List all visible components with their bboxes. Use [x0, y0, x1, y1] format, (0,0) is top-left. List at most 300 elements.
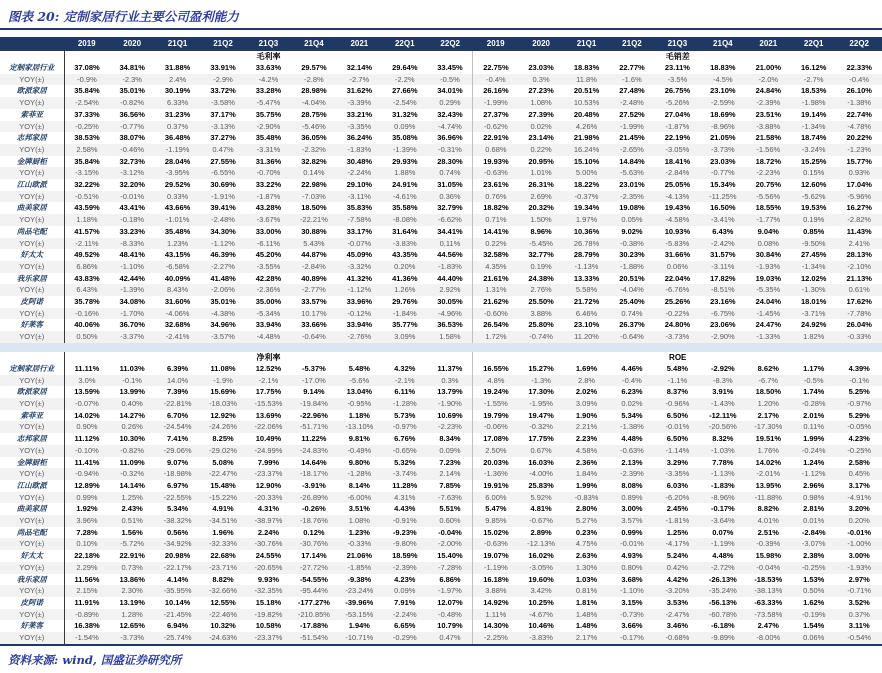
yoy-value-cell: -2.7% — [337, 74, 382, 86]
value-cell: 3.00% — [609, 503, 654, 515]
value-cell: 37.27% — [200, 132, 245, 144]
company-row — [0, 109, 882, 121]
yoy-value-cell: -1.38% — [609, 421, 654, 433]
yoy-value-cell: -0.25% — [64, 121, 109, 133]
value-cell: 1.48% — [564, 620, 609, 632]
value-cell: 13.95% — [746, 480, 791, 492]
yoy-value-cell: 0.22% — [518, 144, 563, 156]
value-cell: 6.43% — [700, 226, 745, 238]
value-cell: 4.14% — [155, 574, 200, 586]
value-cell: -9.23% — [382, 527, 427, 539]
value-cell: 8.62% — [746, 363, 791, 375]
yoy-value-cell: -3.20% — [655, 585, 700, 597]
value-cell: 11.11% — [64, 363, 109, 375]
yoy-value-cell: -0.29% — [382, 632, 427, 644]
yoy-value-cell: -20.56% — [700, 421, 745, 433]
value-cell: 11.43% — [836, 226, 882, 238]
yoy-value-cell: -17.0% — [291, 375, 336, 387]
value-cell: 18.50% — [746, 386, 791, 398]
yoy-value-cell: 0.26% — [109, 421, 154, 433]
metric-label-spacer — [0, 51, 64, 62]
value-cell: 19.60% — [518, 574, 563, 586]
yoy-value-cell: -5.26% — [655, 97, 700, 109]
value-cell: 20.03% — [473, 457, 518, 469]
yoy-value-cell: -3.12% — [109, 167, 154, 179]
yoy-value-cell: 2.17% — [564, 632, 609, 644]
company-row — [0, 202, 882, 214]
company-row — [0, 296, 882, 308]
yoy-value-cell: -0.54% — [836, 632, 882, 644]
value-cell: 6.39% — [155, 363, 200, 375]
yoy-value-cell: -23.37% — [246, 468, 291, 480]
yoy-value-cell: -3.11% — [700, 261, 745, 273]
yoy-value-cell: -6.7% — [746, 375, 791, 387]
value-cell: 3.66% — [609, 620, 654, 632]
value-cell: 24.47% — [746, 319, 791, 331]
value-cell: 3.51% — [337, 503, 382, 515]
yoy-value-cell: -3.37% — [109, 331, 154, 343]
value-cell: 23.01% — [609, 179, 654, 191]
value-cell: 9.81% — [337, 433, 382, 445]
value-cell: -3.91% — [291, 480, 336, 492]
value-cell: 1.99% — [564, 480, 609, 492]
yoy-value-cell: -0.68% — [655, 632, 700, 644]
value-cell: 15.98% — [746, 550, 791, 562]
value-cell: 5.34% — [609, 410, 654, 422]
value-cell: 32.73% — [109, 156, 154, 168]
value-cell: 29.76% — [382, 296, 427, 308]
value-cell: 22.98% — [291, 179, 336, 191]
yoy-value-cell: -1.56% — [746, 144, 791, 156]
yoy-value-cell: -2.32% — [291, 144, 336, 156]
value-cell: 5.48% — [337, 363, 382, 375]
yoy-value-cell: 8.43% — [155, 284, 200, 296]
value-cell: 2.63% — [564, 550, 609, 562]
value-cell: 7.28% — [64, 527, 109, 539]
yoy-value-cell: 0.09% — [382, 121, 427, 133]
company-name-cell: 江山欧派 — [0, 179, 64, 191]
value-cell: 33.21% — [337, 109, 382, 121]
value-cell: 15.48% — [200, 480, 245, 492]
yoy-value-cell: -2.84% — [291, 261, 336, 273]
value-cell: 20.48% — [564, 109, 609, 121]
yoy-value-cell: -8.51% — [700, 284, 745, 296]
yoy-value-cell: -15.22% — [200, 492, 245, 504]
value-cell: 43.28% — [246, 202, 291, 214]
corner-cell — [0, 37, 64, 51]
value-cell: 34.41% — [428, 226, 473, 238]
value-cell: 22.04% — [655, 273, 700, 285]
yoy-value-cell: -0.28% — [791, 398, 836, 410]
value-cell: 27.37% — [473, 109, 518, 121]
company-name-cell: 尚品宅配 — [0, 527, 64, 539]
year-header-cell: 22Q1 — [382, 37, 427, 51]
yoy-label-cell: YOY(±) — [0, 445, 64, 457]
yoy-value-cell: 1.76% — [746, 445, 791, 457]
value-cell: 13.99% — [109, 386, 154, 398]
value-cell: 22.75% — [473, 62, 518, 74]
yoy-value-cell: -2.7% — [791, 74, 836, 86]
yoy-value-cell: 0.22% — [473, 238, 518, 250]
yoy-value-cell: -30.76% — [246, 538, 291, 550]
value-cell: 2.97% — [836, 574, 882, 586]
yoy-row — [0, 74, 882, 86]
yoy-value-cell: -2.10% — [836, 261, 882, 273]
yoy-value-cell: -1.30% — [791, 284, 836, 296]
yoy-value-cell: -1.12% — [200, 238, 245, 250]
year-header-cell: 21Q3 — [246, 37, 291, 51]
yoy-value-cell: -4.17% — [655, 538, 700, 550]
table-body — [0, 37, 882, 644]
yoy-value-cell: -2.65% — [609, 144, 654, 156]
value-cell: 19.43% — [655, 202, 700, 214]
value-cell: 11.56% — [64, 574, 109, 586]
yoy-value-cell: -1.33% — [746, 331, 791, 343]
value-cell: 26.75% — [655, 85, 700, 97]
value-cell: 10.93% — [655, 226, 700, 238]
yoy-value-cell: 0.3% — [518, 74, 563, 86]
value-cell: 30.23% — [609, 249, 654, 261]
yoy-value-cell: -3.35% — [337, 121, 382, 133]
company-name-cell: 我乐家居 — [0, 273, 64, 285]
yoy-value-cell: -2.11% — [64, 238, 109, 250]
yoy-value-cell: -0.32% — [518, 421, 563, 433]
value-cell: 12.92% — [200, 410, 245, 422]
yoy-value-cell: -22.21% — [291, 214, 336, 226]
yoy-value-cell: -0.24% — [791, 445, 836, 457]
value-cell: 29.52% — [155, 179, 200, 191]
yoy-value-cell: 3.0% — [64, 375, 109, 387]
yoy-value-cell: -0.4% — [473, 74, 518, 86]
yoy-value-cell: 0.93% — [836, 167, 882, 179]
value-cell: 1.24% — [791, 457, 836, 469]
value-cell: 18.01% — [791, 296, 836, 308]
year-header-cell: 22Q1 — [791, 37, 836, 51]
yoy-value-cell: -0.51% — [64, 191, 109, 203]
yoy-value-cell: -21.45% — [155, 609, 200, 621]
value-cell: 15.40% — [428, 550, 473, 562]
value-cell: 26.16% — [473, 85, 518, 97]
yoy-value-cell: -4.04% — [291, 97, 336, 109]
value-cell: 8.96% — [518, 226, 563, 238]
value-cell: 1.17% — [791, 363, 836, 375]
company-row — [0, 574, 882, 586]
value-cell: 37.08% — [64, 62, 109, 74]
yoy-value-cell: -8.33% — [109, 238, 154, 250]
value-cell: 23.14% — [518, 132, 563, 144]
value-cell: 19.53% — [791, 202, 836, 214]
yoy-value-cell: -2.36% — [246, 284, 291, 296]
company-name-cell: 皮阿诺 — [0, 296, 64, 308]
value-cell: 43.15% — [155, 249, 200, 261]
value-cell: 9.02% — [609, 226, 654, 238]
value-cell: 18.53% — [791, 85, 836, 97]
yoy-value-cell: -5.83% — [655, 238, 700, 250]
yoy-value-cell: -2.54% — [64, 97, 109, 109]
yoy-value-cell: -19.84% — [291, 398, 336, 410]
yoy-value-cell: 6.86% — [64, 261, 109, 273]
yoy-value-cell: -0.77% — [109, 121, 154, 133]
company-row — [0, 433, 882, 445]
value-cell: -6.18% — [700, 620, 745, 632]
value-cell: 2.36% — [564, 457, 609, 469]
value-cell: 5.24% — [655, 550, 700, 562]
value-cell: 31.57% — [700, 249, 745, 261]
value-cell: 15.02% — [473, 527, 518, 539]
yoy-value-cell: 0.47% — [200, 144, 245, 156]
value-cell: -56.13% — [700, 597, 745, 609]
value-cell: 5.73% — [382, 410, 427, 422]
yoy-row — [0, 445, 882, 457]
yoy-label-cell: YOY(±) — [0, 238, 64, 250]
company-row — [0, 503, 882, 515]
yoy-value-cell: -0.33% — [337, 538, 382, 550]
yoy-value-cell: -13.10% — [337, 421, 382, 433]
yoy-value-cell: 11.8% — [564, 74, 609, 86]
value-cell: -17.88% — [291, 620, 336, 632]
yoy-value-cell: -1.34% — [791, 261, 836, 273]
yoy-value-cell: -0.07% — [64, 398, 109, 410]
yoy-value-cell: -20.65% — [246, 562, 291, 574]
yoy-value-cell: 1.30% — [564, 562, 609, 574]
yoy-row — [0, 167, 882, 179]
value-cell: 4.46% — [609, 363, 654, 375]
yoy-value-cell: -5.62% — [791, 191, 836, 203]
value-cell: 29.57% — [291, 62, 336, 74]
yoy-value-cell: -5.63% — [609, 167, 654, 179]
value-cell: 0.99% — [609, 527, 654, 539]
yoy-value-cell: -3.73% — [109, 632, 154, 644]
yoy-value-cell: -0.12% — [337, 308, 382, 320]
yoy-value-cell: -0.94% — [64, 468, 109, 480]
yoy-value-cell: -0.48% — [428, 609, 473, 621]
value-cell: 14.27% — [109, 410, 154, 422]
yoy-value-cell: -6.11% — [246, 238, 291, 250]
yoy-value-cell: -6.76% — [655, 284, 700, 296]
value-cell: 35.00% — [246, 296, 291, 308]
value-cell: 30.48% — [337, 156, 382, 168]
value-cell: 5.34% — [155, 503, 200, 515]
yoy-label-cell: YOY(±) — [0, 74, 64, 86]
value-cell: 9.80% — [337, 457, 382, 469]
value-cell: 10.58% — [246, 620, 291, 632]
yoy-value-cell: 0.33% — [155, 191, 200, 203]
yoy-row — [0, 585, 882, 597]
yoy-value-cell: -22.55% — [155, 492, 200, 504]
yoy-value-cell: -0.67% — [518, 515, 563, 527]
yoy-value-cell: -23.71% — [200, 562, 245, 574]
yoy-value-cell: -1.95% — [518, 398, 563, 410]
yoy-value-cell: -2.47% — [655, 609, 700, 621]
value-cell: 17.82% — [700, 273, 745, 285]
value-cell: 32.82% — [291, 156, 336, 168]
value-cell: 3.91% — [700, 386, 745, 398]
yoy-value-cell: -0.49% — [337, 445, 382, 457]
value-cell: 31.36% — [246, 156, 291, 168]
value-cell: 43.59% — [64, 202, 109, 214]
value-cell: -5.37% — [291, 363, 336, 375]
yoy-value-cell: -3.07% — [791, 538, 836, 550]
yoy-value-cell: -22.17% — [155, 562, 200, 574]
yoy-value-cell: -1.98% — [791, 97, 836, 109]
value-cell: 23.03% — [518, 62, 563, 74]
yoy-value-cell: -3.64% — [700, 515, 745, 527]
yoy-value-cell: -0.1% — [109, 375, 154, 387]
company-row — [0, 132, 882, 144]
value-cell: 3.15% — [609, 597, 654, 609]
yoy-value-cell: -1.83% — [428, 261, 473, 273]
value-cell: -54.55% — [291, 574, 336, 586]
value-cell: 21.98% — [564, 132, 609, 144]
yoy-value-cell: 0.19% — [791, 214, 836, 226]
yoy-value-cell: -60.78% — [700, 609, 745, 621]
value-cell: 40.89% — [291, 273, 336, 285]
yoy-value-cell: -0.31% — [428, 144, 473, 156]
table-header-row — [0, 37, 882, 51]
yoy-value-cell: -0.91% — [382, 515, 427, 527]
value-cell: 5.48% — [655, 363, 700, 375]
yoy-value-cell: 1.58% — [428, 331, 473, 343]
yoy-value-cell: -0.60% — [473, 308, 518, 320]
value-cell: 1.56% — [109, 527, 154, 539]
value-cell: 15.27% — [518, 363, 563, 375]
yoy-value-cell: 0.06% — [791, 632, 836, 644]
yoy-value-cell: -0.22% — [655, 308, 700, 320]
yoy-value-cell: -1.6% — [609, 74, 654, 86]
yoy-value-cell: -1.43% — [700, 398, 745, 410]
value-cell: 20.75% — [746, 179, 791, 191]
year-header-cell: 2019 — [473, 37, 518, 51]
value-cell: 18.50% — [291, 202, 336, 214]
yoy-value-cell: -0.19% — [791, 609, 836, 621]
yoy-value-cell: 5.43% — [291, 238, 336, 250]
yoy-value-cell: -0.62% — [473, 121, 518, 133]
value-cell: 29.64% — [382, 62, 427, 74]
yoy-value-cell: -1.00% — [836, 538, 882, 550]
value-cell: 33.91% — [200, 62, 245, 74]
yoy-value-cell: 1.97% — [564, 214, 609, 226]
yoy-label-cell: YOY(±) — [0, 585, 64, 597]
yoy-value-cell: -0.18% — [109, 214, 154, 226]
yoy-value-cell: -0.5% — [791, 375, 836, 387]
value-cell: 19.91% — [473, 480, 518, 492]
value-cell: 5.29% — [836, 410, 882, 422]
yoy-value-cell: 2.41% — [836, 238, 882, 250]
yoy-value-cell: -1.13% — [700, 468, 745, 480]
value-cell: 28.98% — [291, 85, 336, 97]
yoy-value-cell: -0.96% — [655, 398, 700, 410]
value-cell: 13.59% — [64, 386, 109, 398]
yoy-value-cell: 4.8% — [473, 375, 518, 387]
yoy-row — [0, 308, 882, 320]
value-cell: 33.45% — [428, 62, 473, 74]
yoy-value-cell: -1.77% — [746, 214, 791, 226]
yoy-value-cell: -4.5% — [700, 74, 745, 86]
value-cell: 43.66% — [155, 202, 200, 214]
value-cell: 35.77% — [382, 319, 427, 331]
yoy-value-cell: -0.37% — [564, 191, 609, 203]
value-cell: 36.70% — [109, 319, 154, 331]
yoy-value-cell: -5.35% — [746, 284, 791, 296]
yoy-value-cell: -0.82% — [109, 97, 154, 109]
yoy-value-cell: -27.72% — [291, 562, 336, 574]
yoy-value-cell: -32.35% — [246, 585, 291, 597]
yoy-value-cell: 6.43% — [64, 284, 109, 296]
value-cell: 35.83% — [337, 202, 382, 214]
yoy-value-cell: -1.19% — [473, 562, 518, 574]
yoy-value-cell: 0.74% — [428, 167, 473, 179]
yoy-value-cell: -4.00% — [518, 468, 563, 480]
yoy-label-cell: YOY(±) — [0, 538, 64, 550]
yoy-value-cell: -34.92% — [155, 538, 200, 550]
yoy-value-cell: -3.57% — [200, 331, 245, 343]
yoy-row — [0, 398, 882, 410]
value-cell: 10.46% — [518, 620, 563, 632]
yoy-label-cell: YOY(±) — [0, 167, 64, 179]
yoy-row — [0, 97, 882, 109]
value-cell: 12.89% — [64, 480, 109, 492]
yoy-value-cell: -1.13% — [564, 261, 609, 273]
value-cell: 32.68% — [155, 319, 200, 331]
value-cell: 1.81% — [564, 597, 609, 609]
value-cell: 22.68% — [200, 550, 245, 562]
value-cell: 5.51% — [428, 503, 473, 515]
year-header-cell: 21Q1 — [155, 37, 200, 51]
yoy-label-cell: YOY(±) — [0, 398, 64, 410]
yoy-value-cell: -0.64% — [609, 331, 654, 343]
yoy-value-cell: 11.20% — [564, 331, 609, 343]
yoy-value-cell: -11.25% — [700, 191, 745, 203]
value-cell: 33.63% — [246, 62, 291, 74]
year-header-cell: 2020 — [518, 37, 563, 51]
value-cell: 27.55% — [200, 156, 245, 168]
yoy-value-cell: -4.13% — [655, 191, 700, 203]
value-cell: 37.17% — [200, 109, 245, 121]
yoy-value-cell: -2.39% — [382, 562, 427, 574]
yoy-value-cell: -53.15% — [337, 609, 382, 621]
value-cell: 11.28% — [382, 480, 427, 492]
year-header-cell: 22Q2 — [836, 37, 882, 51]
yoy-value-cell: -0.82% — [109, 445, 154, 457]
yoy-value-cell: -3.83% — [518, 632, 563, 644]
value-cell: 30.05% — [428, 296, 473, 308]
value-cell: 11.41% — [64, 457, 109, 469]
yoy-value-cell: -0.01% — [109, 191, 154, 203]
value-cell: 8.37% — [655, 386, 700, 398]
metric-label-spacer — [0, 352, 64, 363]
value-cell: 35.58% — [382, 202, 427, 214]
yoy-value-cell: -1.34% — [791, 121, 836, 133]
value-cell: 4.39% — [836, 363, 882, 375]
metric-right-label: ROE — [473, 352, 882, 363]
yoy-value-cell: -38.97% — [246, 515, 291, 527]
yoy-value-cell: 4.58% — [564, 445, 609, 457]
yoy-value-cell: 5.27% — [564, 515, 609, 527]
yoy-value-cell: 0.09% — [428, 445, 473, 457]
value-cell: 6.50% — [655, 433, 700, 445]
yoy-value-cell: -24.99% — [246, 445, 291, 457]
yoy-value-cell: -5.56% — [746, 191, 791, 203]
yoy-value-cell: -1.87% — [246, 191, 291, 203]
yoy-value-cell: -2.06% — [200, 284, 245, 296]
value-cell: 29.10% — [337, 179, 382, 191]
value-cell: 44.56% — [428, 249, 473, 261]
yoy-value-cell: -3.58% — [200, 97, 245, 109]
yoy-value-cell: -2.23% — [746, 167, 791, 179]
value-cell: 17.62% — [836, 296, 882, 308]
yoy-value-cell: 2.15% — [64, 585, 109, 597]
company-name-cell: 曲美家居 — [0, 503, 64, 515]
